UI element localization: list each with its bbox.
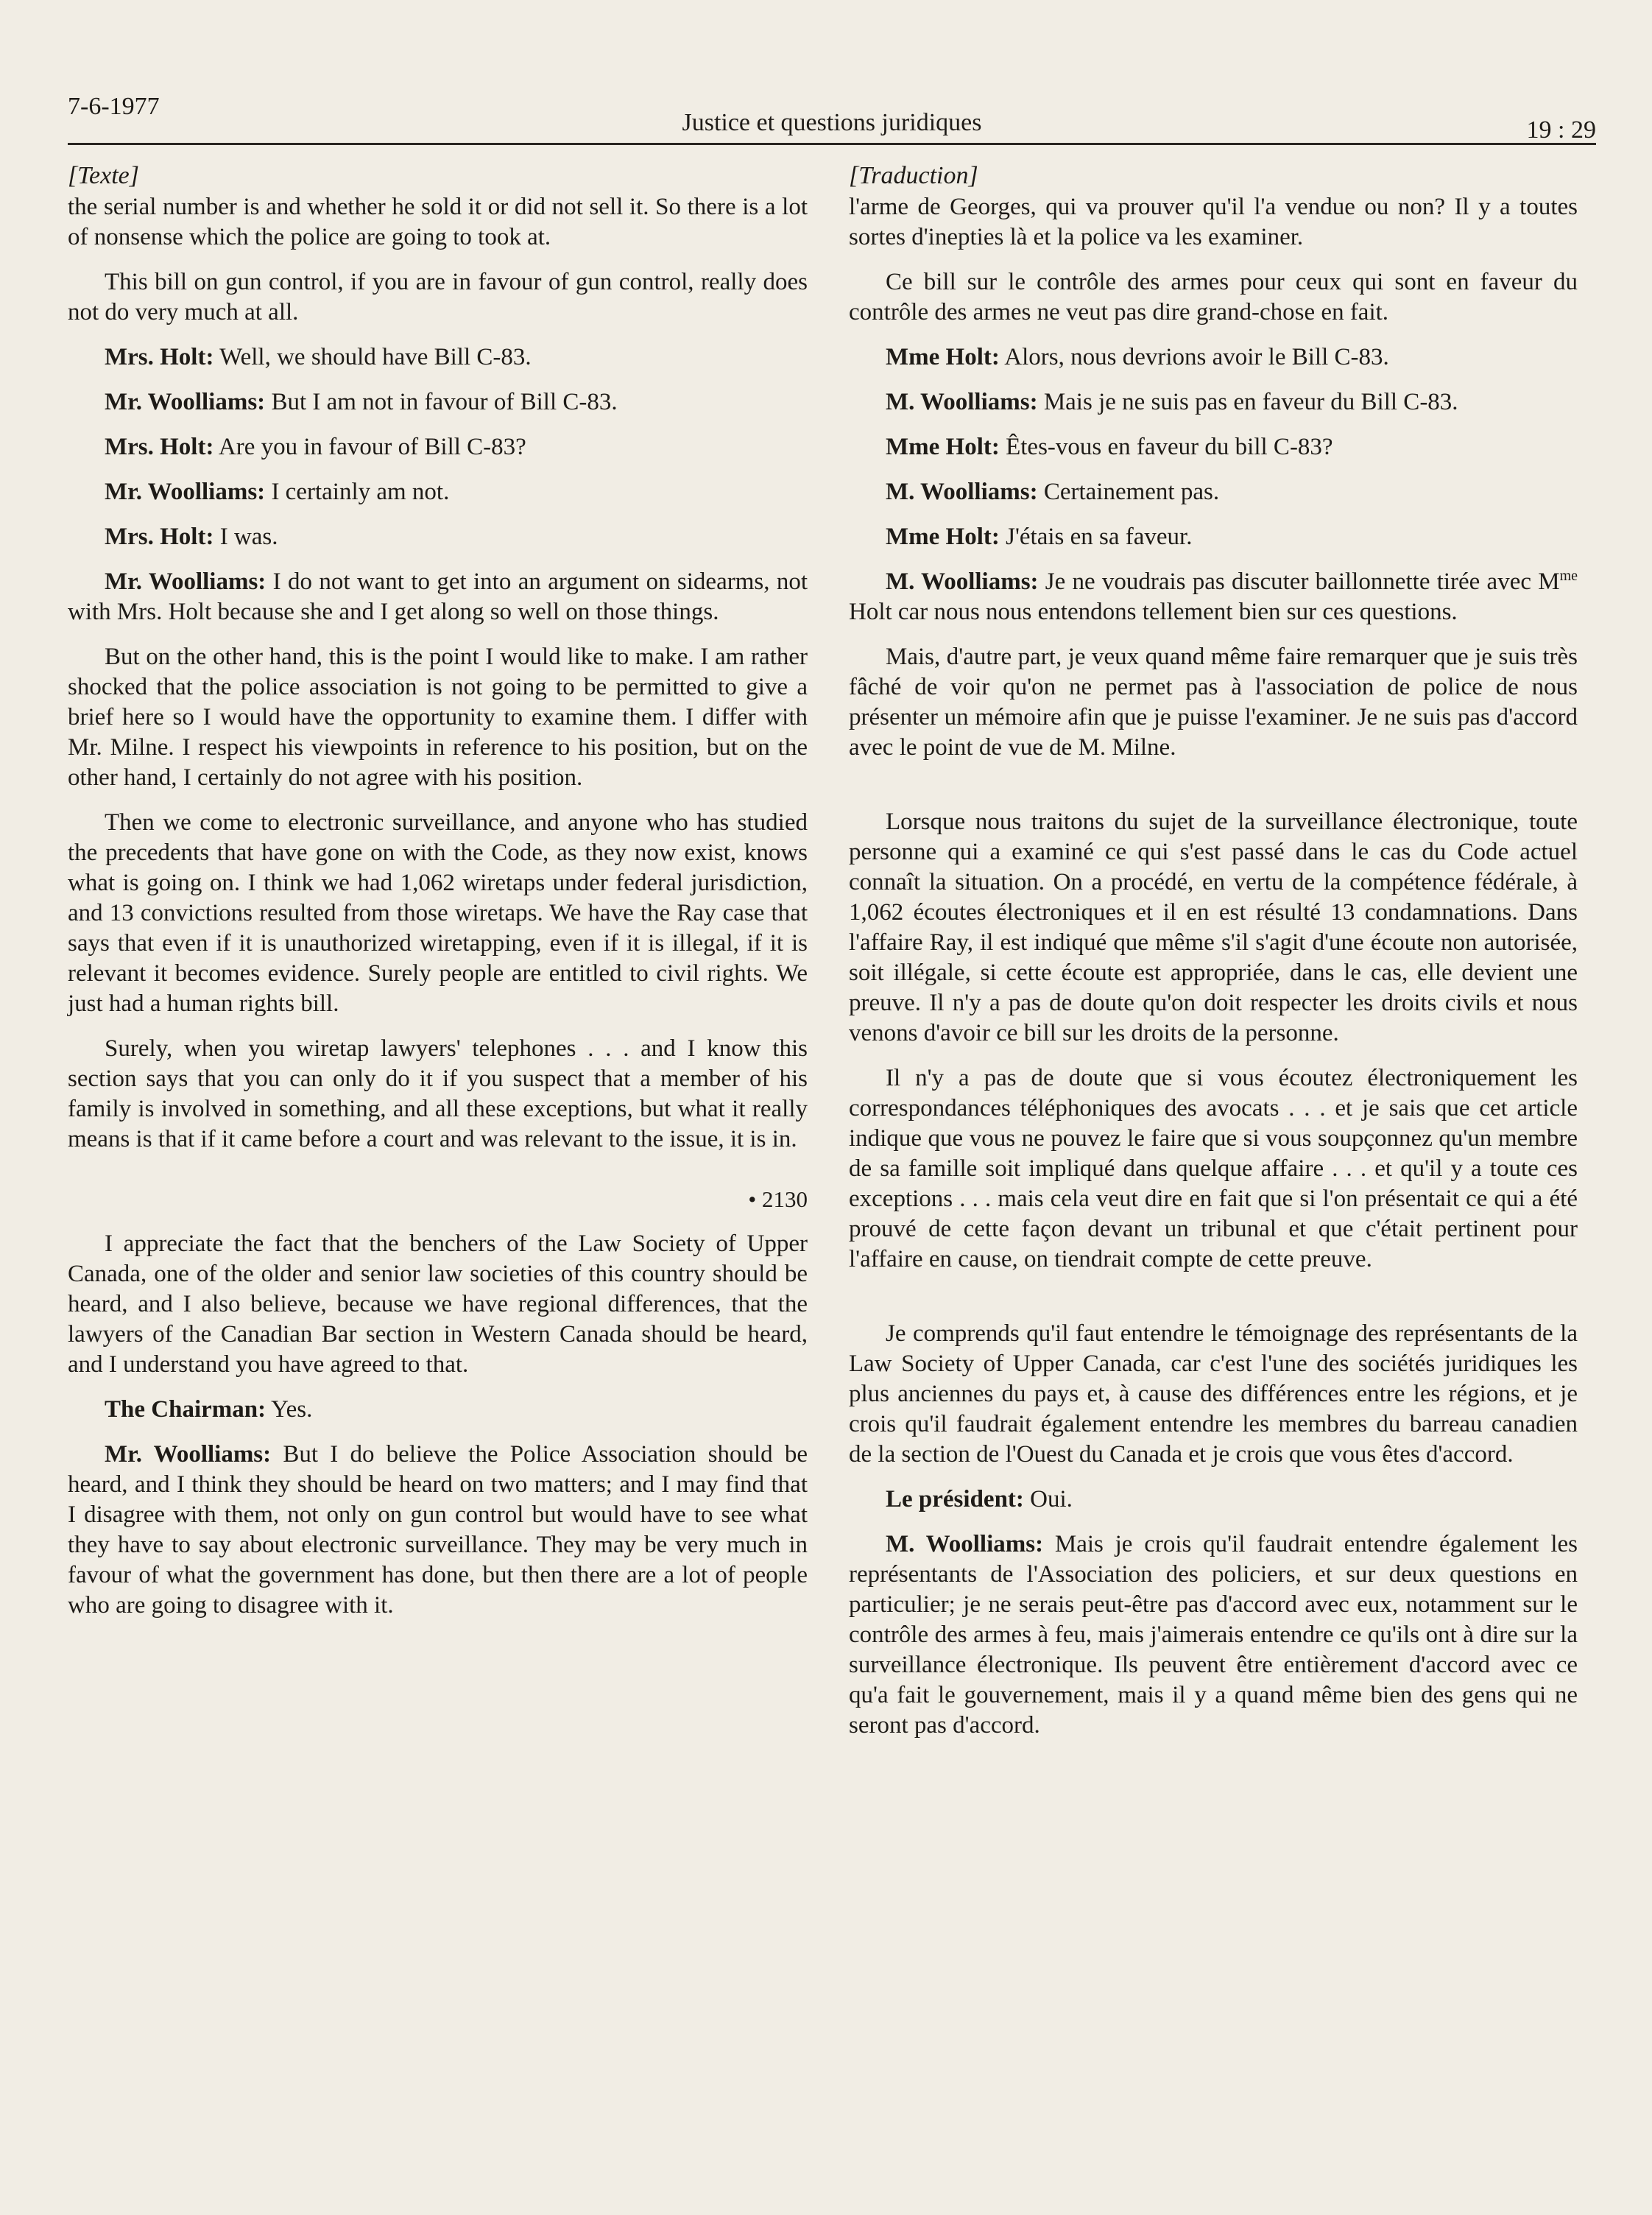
- speaker-name: Mme Holt:: [886, 344, 1000, 370]
- speaker-name: Mme Holt:: [886, 434, 1000, 460]
- speech-text: Well, we should have Bill C-83.: [213, 344, 532, 370]
- paragraph: I appreciate the fact that the benchers of the Law Society of Upper Canada, one of the older and senior law societies of this country should be heard, and I also believe, because we have regional differences, that the lawyers of the Canadian Bar section in Western Canada should be heard, and I understand you have agreed to that.: [68, 1230, 808, 1378]
- speech: [68, 342, 808, 373]
- header-rule: [68, 143, 1596, 145]
- speech-text: Je ne voudrais pas discuter baillonnette tirée avec M: [1038, 568, 1560, 595]
- page-header: [68, 87, 1596, 146]
- speech-text: Alors, nous devrions avoir le Bill C-83.: [999, 344, 1389, 370]
- paragraph: Ce bill sur le contrôle des armes pour ceux qui sont en faveur du contrôle des armes ne veut pas dire grand-chose en fait.: [849, 269, 1578, 325]
- spacer: [849, 778, 1578, 807]
- speaker-name: Mrs. Holt:: [105, 434, 214, 460]
- paragraph: Il n'y a pas de doute que si vous écoutez électroniquement les correspondances téléphoniques des avocats . . . et je sais que cet article indique que vous ne pouvez le faire que si vous soupçonnez qu'un membre de sa famille soit impliqué dans quelque affaire . . . et qu'il y a toute ces exceptions . . . mais cela veut dire en fait que si l'on présentait ce qui a été prouvé de cette façon devant un tribunal et que c'était pertinent pour l'affaire en cause, on tiendrait compte de cette preuve.: [849, 1065, 1578, 1272]
- speech-text: Mais je ne suis pas en faveur du Bill C-83.: [1037, 389, 1458, 415]
- speech: [849, 567, 1578, 627]
- speech: [849, 477, 1578, 507]
- time-marker: • 2130: [748, 1186, 808, 1212]
- speech: [849, 522, 1578, 552]
- speaker-name: Mr. Woolliams:: [105, 568, 266, 595]
- speaker-name: The Chairman:: [105, 1396, 266, 1423]
- speaker-name: Mr. Woolliams:: [105, 479, 266, 505]
- speech: [849, 1485, 1578, 1515]
- speech: [849, 342, 1578, 373]
- speech: [849, 1529, 1578, 1741]
- speech-text: Holt car nous nous entendons tellement bien sur ces questions.: [849, 599, 1458, 625]
- header-date: 7-6-1977: [68, 93, 160, 120]
- speech-text: J'étais en sa faveur.: [999, 524, 1193, 550]
- speaker-name: Mrs. Holt:: [105, 524, 214, 550]
- speaker-name: Mr. Woolliams:: [105, 1441, 272, 1468]
- speech-text: Êtes-vous en faveur du bill C-83?: [999, 434, 1333, 460]
- speech: [68, 1440, 808, 1621]
- spacer: [849, 1289, 1578, 1319]
- speaker-name: M. Woolliams:: [886, 389, 1038, 415]
- speaker-name: M. Woolliams:: [886, 479, 1038, 505]
- paragraph: l'arme de Georges, qui va prouver qu'il l'a vendue ou non? Il y a toutes sortes d'inepties là et la police va les examiner.: [849, 194, 1578, 250]
- paragraph: But on the other hand, this is the point I would like to make. I am rather shocked that the police association is not going to be permitted to give a brief here so I would have the opportunity to examine them. I differ with Mr. Milne. I respect his viewpoints in reference to his position, but on the other hand, I certainly do not agree with his position.: [68, 644, 808, 791]
- french-column: [849, 161, 1578, 1756]
- speech-text: Oui.: [1023, 1486, 1073, 1513]
- paragraph: Surely, when you wiretap lawyers' telephones . . . and I know this section says that you can only do it if you suspect that a member of his family is involved in something, and all these exceptions, but what it really means is that if it came before a court and was relevant to the issue, it is in.: [68, 1035, 808, 1152]
- speaker-name: Mr. Woolliams:: [105, 389, 266, 415]
- speaker-name: Mme Holt:: [886, 524, 1000, 550]
- speech-text: I do not want to get into an argument on sidearms, not with Mrs. Holt because she and I get along so well on those things.: [68, 568, 808, 625]
- paragraph: Mais, d'autre part, je veux quand même faire remarquer que je suis très fâché de voir qu'on ne permet pas à l'association de police de nous présenter un mémoire afin que je puisse l'examiner. Je ne suis pas d'accord avec le point de vue de M. Milne.: [849, 644, 1578, 761]
- speaker-name: M. Woolliams:: [886, 568, 1039, 595]
- speech: [68, 387, 808, 418]
- speaker-name: Le président:: [886, 1486, 1024, 1513]
- speech-text: I was.: [213, 524, 278, 550]
- speech-text: But I am not in favour of Bill C-83.: [265, 389, 618, 415]
- speech-text: Certainement pas.: [1037, 479, 1220, 505]
- speech: [68, 567, 808, 627]
- paragraph: Then we come to electronic surveillance, and anyone who has studied the precedents that have gone on with the Code, as they now exist, knows what is going on. I think we had 1,062 wiretaps under federal jurisdiction, and 13 convictions resulted from those wiretaps. We have the Ray case that says that even if it is unauthorized wiretapping, even if it is illegal, if it is relevant it becomes evidence. Surely people are entitled to civil rights. We just had a human rights bill.: [68, 809, 808, 1017]
- paragraph: This bill on gun control, if you are in favour of gun control, really does not do very much at all.: [68, 269, 808, 325]
- paragraph: the serial number is and whether he sold it or did not sell it. So there is a lot of nonsense which the police are going to took at.: [68, 194, 808, 250]
- speech-text: But I do believe the Police Association should be heard, and I think they should be heard on two matters; and I may find that I disagree with them, not only on gun control but would have to see what they have to say about electronic surveillance. They may be very much in favour of what the government has done, but then there are a lot of people who are going to disagree with it.: [68, 1441, 808, 1619]
- header-title: Justice et questions juridiques: [682, 109, 982, 136]
- speech: [68, 432, 808, 462]
- header-page-number: 19 : 29: [1526, 116, 1596, 144]
- paragraph: Lorsque nous traitons du sujet de la surveillance électronique, toute personne qui a examiné ce qui s'est passé dans le cas du Code actuel connaît la situation. On a procédé, en vertu de la compétence fédérale, à 1,062 écoutes électroniques et il en est résulté 13 condamnations. Dans l'affaire Ray, il est indiqué que même s'il s'agit d'une écoute non autorisée, soit illégale, si cette écoute est appropriée, dans le cas, elle devient une preuve. Il n'y a pas de doute qu'on doit respecter les droits civils et nous venons d'avoir ce bill sur les droits de la personne.: [849, 809, 1578, 1046]
- speech-text: Yes.: [266, 1396, 313, 1423]
- speech: [68, 477, 808, 507]
- speech-text: Are you in favour of Bill C-83?: [213, 434, 526, 460]
- english-column: [68, 161, 808, 1635]
- speech: [849, 432, 1578, 462]
- column-tag: [Traduction]: [849, 162, 978, 189]
- speech-text: Mais je crois qu'il faudrait entendre également les représentants de l'Association des policiers, et sur deux questions en particulier; je ne serais peut-être pas d'accord avec eux, notamment sur le contrôle des armes à feu, mais j'aimerais entendre ce qu'ils ont à dire sur la surveillance électronique. Ils peuvent être entièrement d'accord avec ce qu'a fait le gouvernement, mais il y a quand même bien des gens qui ne seront pas d'accord.: [849, 1531, 1578, 1739]
- speaker-name: Mrs. Holt:: [105, 344, 214, 370]
- speaker-name: M. Woolliams:: [886, 1531, 1044, 1557]
- paragraph: Je comprends qu'il faut entendre le témoignage des représentants de la Law Society of Upper Canada, car c'est l'une des sociétés juridiques les plus anciennes du pays et, à cause des différences entre les régions, et je crois qu'il faudrait également entendre les membres du barreau canadien de la section de l'Ouest du Canada et je crois que vous êtes d'accord.: [849, 1320, 1578, 1468]
- speech-text: I certainly am not.: [265, 479, 450, 505]
- superscript: me: [1559, 568, 1578, 584]
- speech: [68, 1395, 808, 1425]
- speech: [68, 522, 808, 552]
- column-tag: [Texte]: [68, 162, 139, 189]
- speech: [849, 387, 1578, 418]
